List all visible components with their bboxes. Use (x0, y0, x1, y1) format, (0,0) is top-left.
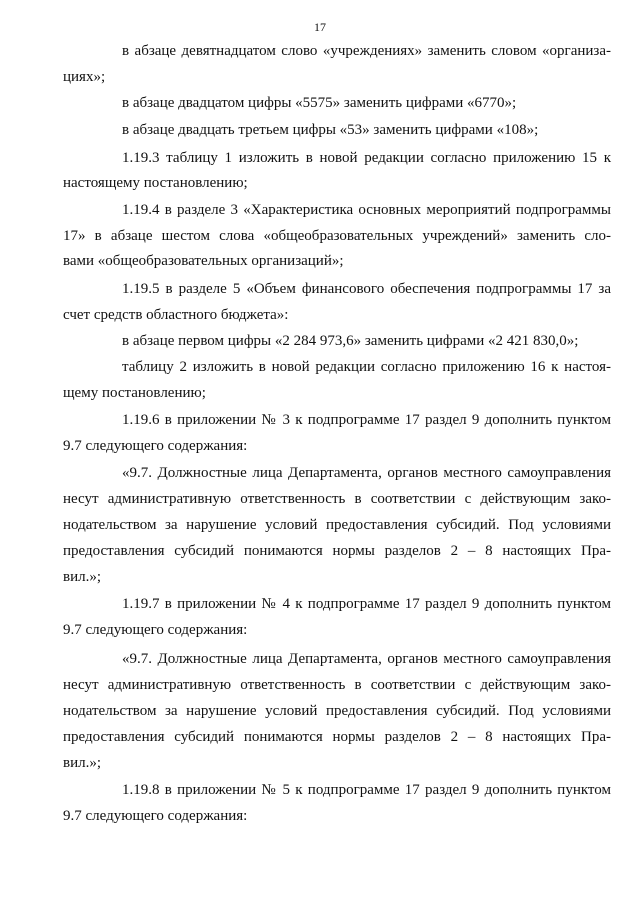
text-line: вил.»; (63, 569, 102, 585)
text-line: вами «общеобразовательных организаций»; (63, 253, 344, 269)
text-line: в абзаце двадцать третьем цифры «53» заменить цифрами «108»; (122, 122, 539, 138)
text-line: 1.19.5 в разделе 5 «Объем финансового обеспечения подпрограммы 17 за (122, 281, 611, 297)
text-line: 1.19.3 таблицу 1 изложить в новой редакции согласно приложению 15 к (122, 150, 611, 166)
text-line: 9.7 следующего содержания: (63, 622, 248, 638)
text-line: циях»; (63, 69, 106, 85)
page-number: 17 (314, 20, 326, 34)
text-line: нодательством за нарушение условий предоставления субсидий. Под условиями (63, 703, 611, 719)
text-line: в абзаце первом цифры «2 284 973,6» заменить цифрами «2 421 830,0»; (122, 333, 579, 349)
text-line: настоящему постановлению; (63, 175, 248, 191)
text-line: «9.7. Должностные лица Департамента, органов местного самоуправления (122, 651, 611, 667)
text-line: в абзаце двадцатом цифры «5575» заменить цифрами «6770»; (122, 95, 517, 111)
text-line: несут административную ответственность в соответствии с действующим зако- (63, 491, 611, 507)
text-line: 1.19.7 в приложении № 4 к подпрограмме 17 раздел 9 дополнить пунктом (122, 596, 611, 612)
text-line: «9.7. Должностные лица Департамента, органов местного самоуправления (122, 465, 611, 481)
text-line: счет средств областного бюджета»: (63, 307, 289, 323)
text-line: несут административную ответственность в соответствии с действующим зако- (63, 677, 611, 693)
text-line: 1.19.4 в разделе 3 «Характеристика основных мероприятий подпрограммы (122, 202, 611, 218)
text-line: 9.7 следующего содержания: (63, 438, 248, 454)
text-line: 1.19.6 в приложении № 3 к подпрограмме 17 раздел 9 дополнить пунктом (122, 412, 611, 428)
text-line: 1.19.8 в приложении № 5 к подпрограмме 17 раздел 9 дополнить пунктом (122, 782, 611, 798)
text-line: предоставления субсидий понимаются нормы разделов 2 – 8 настоящих Пра- (63, 543, 611, 559)
text-line: таблицу 2 изложить в новой редакции согласно приложению 16 к настоя- (122, 359, 611, 375)
text-line: в абзаце девятнадцатом слово «учреждениях» заменить словом «организа- (122, 43, 611, 59)
text-line: вил.»; (63, 755, 102, 771)
text-line: предоставления субсидий понимаются нормы разделов 2 – 8 настоящих Пра- (63, 729, 611, 745)
text-line: 9.7 следующего содержания: (63, 808, 248, 824)
text-line: 17» в абзаце шестом слова «общеобразовательных учреждений» заменить сло- (63, 228, 611, 244)
text-line: щему постановлению; (63, 385, 206, 401)
text-line: нодательством за нарушение условий предоставления субсидий. Под условиями (63, 517, 611, 533)
